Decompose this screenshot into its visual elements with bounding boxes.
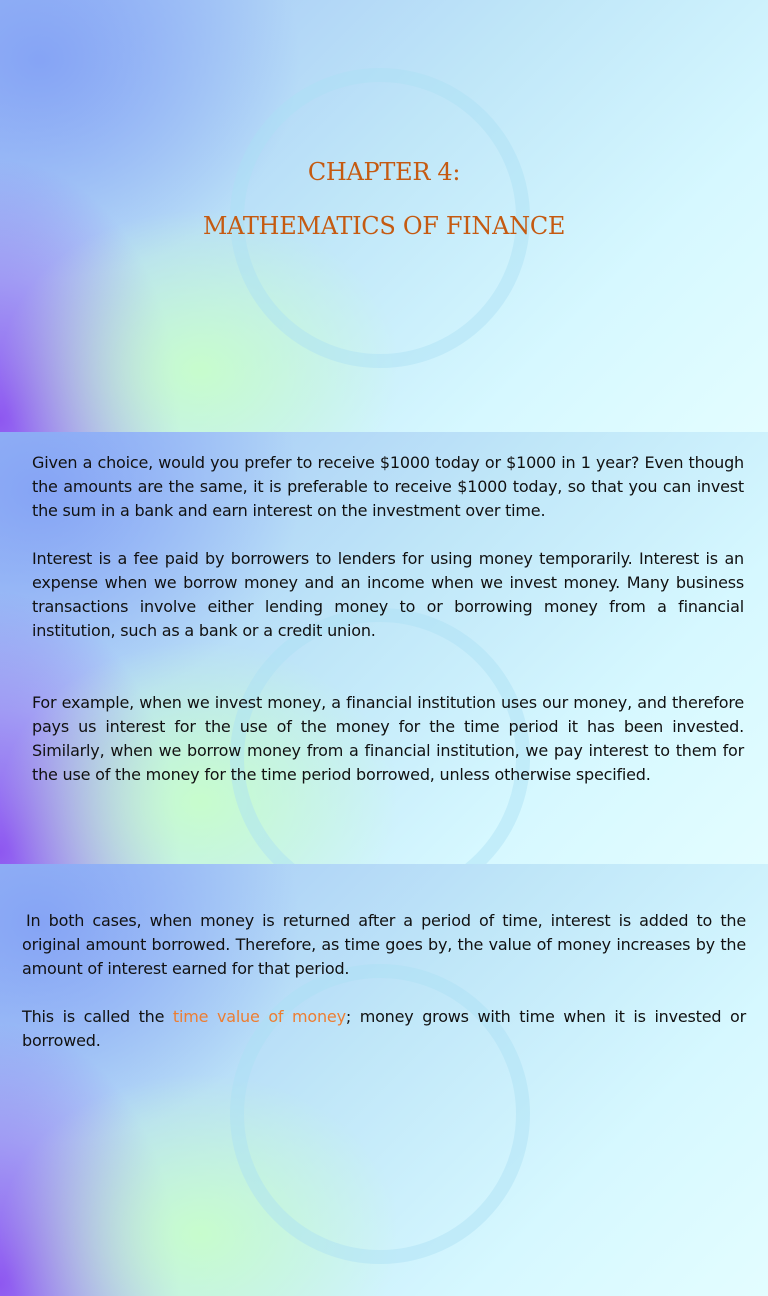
chapter-title: MATHEMATICS OF FINANCE xyxy=(202,212,566,240)
paragraph-example: For example, when we invest money, a financial institution uses our money, and therefore pays us interest for the use of the money for the time period it has been invested. Similarly, when we borrow money from a financial institution, we pay interest to them for the use of the money for the time period borrowed, unless otherwise specified. xyxy=(32,693,744,784)
paragraph-both-cases: In both cases, when money is returned after a period of time, interest is added to the original amount borrowed. Therefore, as time goes by, the value of money increases by the amount of interest earned for that period. xyxy=(22,911,746,978)
content-slide-interest xyxy=(0,432,768,864)
time-value-highlight: time value of money xyxy=(172,1007,346,1026)
paragraph-choice: Given a choice, would you prefer to receive $1000 today or $1000 in 1 year? Even though the amounts are the same, it is preferable to receive $1000 today, so that you can invest the sum in a bank and earn interest on the investment over time. xyxy=(32,453,744,520)
chapter-heading: CHAPTER 4: xyxy=(307,158,461,186)
title-slide xyxy=(0,0,768,432)
paragraph-interest-definition: Interest is a fee paid by borrowers to lenders for using money temporarily. Interest is an expense when we borrow money and an income when we invest money. Many business transactions involve either lending money to or borrowing money from a financial institution, such as a bank or a credit union. xyxy=(32,549,744,640)
text-segment: ; money grows with time when it is invested or borrowed. xyxy=(22,1007,746,1050)
content-slide-time-value xyxy=(0,864,768,1296)
paragraph-time-value xyxy=(22,1005,746,1053)
text-segment: This is called the xyxy=(22,1007,173,1026)
